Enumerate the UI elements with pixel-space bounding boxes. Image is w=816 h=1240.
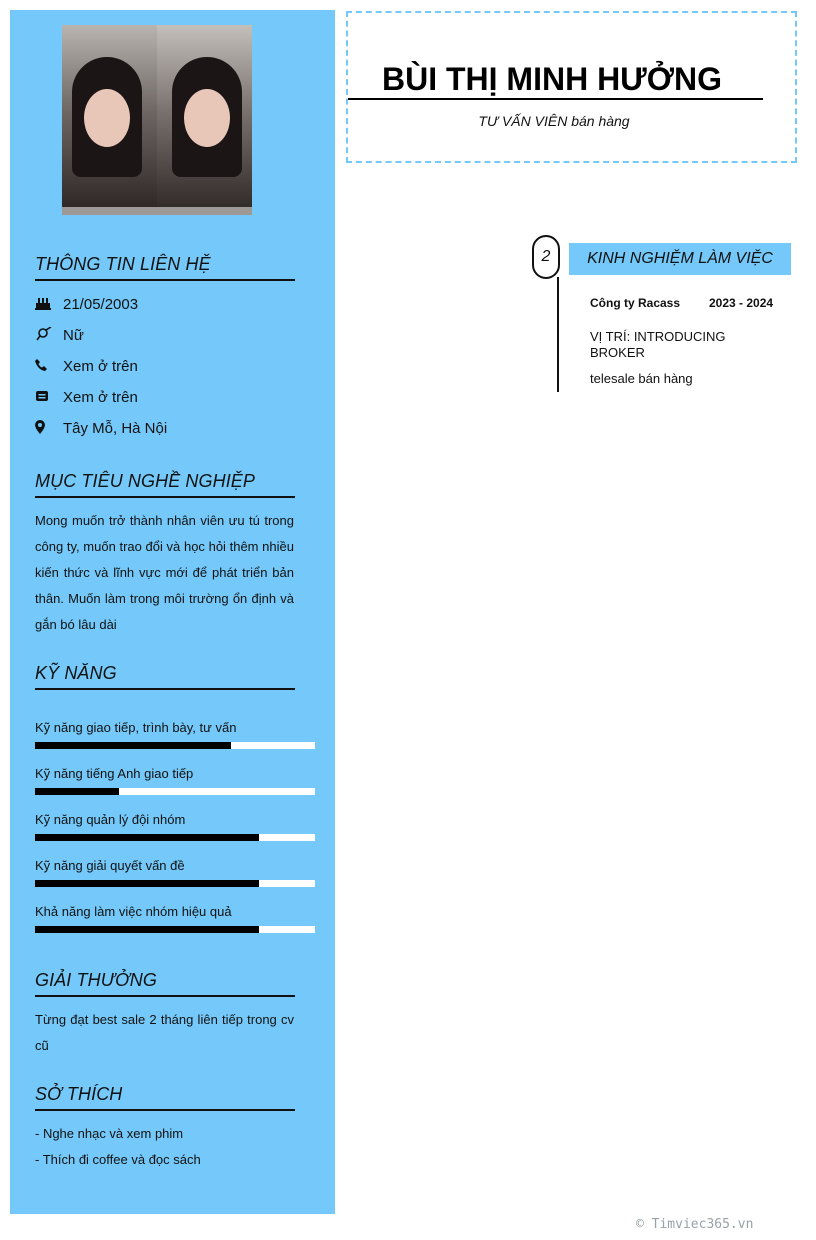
contact-birthday <box>35 294 138 314</box>
objective-section-title: MỤC TIÊU NGHỀ NGHIỆP <box>35 471 295 498</box>
skill-bar <box>35 788 315 795</box>
email-value: Xem ở trên <box>63 388 138 406</box>
objective-text: Mong muốn trở thành nhân viên ưu tú trong công ty, muốn trao đổi và học hỏi thêm nhiều kiến thức và lĩnh vực mới để phát triển bản thân. Muốn làm trong môi trường ổn định và gắn bó lâu dài <box>35 513 294 632</box>
skill-label: Kỹ năng tiếng Anh giao tiếp <box>35 766 194 781</box>
hobby-item: - Nghe nhạc và xem phim <box>35 1126 184 1141</box>
skill-bar-fill <box>35 926 259 933</box>
header-box <box>346 11 797 163</box>
skill-bar <box>35 880 315 887</box>
company-name: Công ty Racass <box>590 296 681 310</box>
awards-section-title: GIẢI THƯỞNG <box>35 970 295 997</box>
skill-label: Kỹ năng giải quyết vấn đề <box>35 858 185 873</box>
contact-email <box>35 387 138 407</box>
skill-bar-fill <box>35 742 231 749</box>
skill-bar-fill <box>35 880 259 887</box>
phone-value: Xem ở trên <box>63 357 138 375</box>
address-value: Tây Mỗ, Hà Nội <box>63 419 168 437</box>
watermark: © Timviec365.vn <box>636 1217 754 1232</box>
profile-photo <box>62 25 252 215</box>
job-position: VỊ TRÍ: INTRODUCING BROKER <box>590 329 726 360</box>
birthday-cake-icon <box>35 296 63 313</box>
experience-section-title: KINH NGHIỆM LÀM VIỆC <box>569 243 791 275</box>
awards-text: Từng đạt best sale 2 tháng liên tiếp trong cv cũ <box>35 1012 294 1053</box>
timeline-line <box>557 277 559 392</box>
skill-bar-fill <box>35 788 119 795</box>
contact-section-title: THÔNG TIN LIÊN HỆ <box>35 254 295 281</box>
skill-bar <box>35 742 315 749</box>
phone-icon <box>35 358 63 374</box>
work-period: 2023 - 2024 <box>709 296 774 310</box>
sidebar <box>10 10 335 1214</box>
hobby-item: - Thích đi coffee và đọc sách <box>35 1152 201 1167</box>
contact-phone <box>35 356 138 376</box>
job-title: TƯ VẤN VIÊN bán hàng <box>478 113 630 129</box>
hobbies-section-title: SỞ THÍCH <box>35 1084 295 1111</box>
skill-label: Kỹ năng giao tiếp, trình bày, tư vấn <box>35 720 237 735</box>
candidate-name: BÙI THỊ MINH HƯỞNG <box>381 61 723 97</box>
contact-gender <box>35 325 84 345</box>
skills-section-title: KỸ NĂNG <box>35 663 295 690</box>
birthday-value: 21/05/2003 <box>63 295 139 313</box>
skill-label: Kỹ năng quản lý đội nhóm <box>35 812 186 827</box>
location-pin-icon <box>35 420 63 437</box>
skill-bar <box>35 834 315 841</box>
skill-bar <box>35 926 315 933</box>
gender-value: Nữ <box>63 326 84 344</box>
section-number-badge: 2 <box>532 235 560 279</box>
skill-label: Khả năng làm việc nhóm hiệu quả <box>35 904 232 919</box>
contact-address <box>35 418 167 438</box>
skill-bar-fill <box>35 834 259 841</box>
email-icon <box>35 389 63 405</box>
gender-icon <box>35 327 63 344</box>
job-description: telesale bán hàng <box>590 371 693 386</box>
name-underline <box>348 98 763 100</box>
